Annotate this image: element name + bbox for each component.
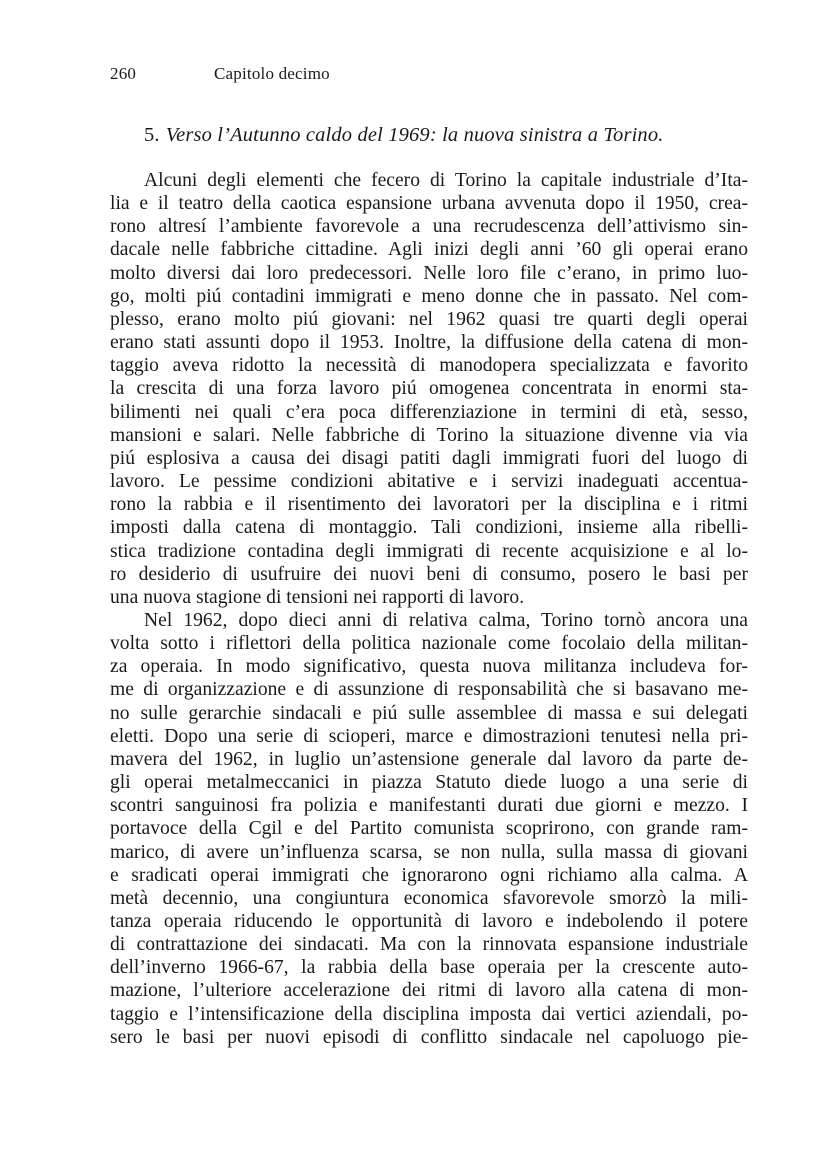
text-line: taggio aveva ridotto la necessità di manodopera specializzata e favorito [110,355,748,377]
section-heading [144,124,764,147]
text-line: bilimenti nei quali c’era poca differenziazione in termini di età, sesso, [110,401,748,423]
text-line: eletti. Dopo una serie di scioperi, marce e dimostrazioni tenutesi nella pri- [110,725,748,747]
text-line: tanza operaia riducendo le opportunità di lavoro e indebolendo il potere [110,911,748,932]
running-head [110,64,750,84]
text-line: dell’inverno 1966-67, la rabbia della base operaia per la crescente auto- [110,957,748,979]
text-line: rono la rabbia e il risentimento dei lavoratori per la disciplina e i ritmi [110,494,748,516]
text-line: mavera del 1962, in luglio un’astensione generale dal lavoro da parte de- [110,748,748,770]
text-line: lavoro. Le pessime condizioni abitative e i servizi inadeguati accentua- [110,471,748,493]
text-line: piú esplosiva a causa dei disagi patiti dagli immigrati fuori del luogo di [110,447,748,469]
text-line: portavoce della Cgil e del Partito comunista scoprirono, con grande ram- [110,818,748,840]
text-line: marico, di avere un’influenza scarsa, se non nulla, sulla massa di giovani [110,841,748,863]
text-line: sero le basi per nuovi episodi di conflitto sindacale nel capoluogo pie- [110,1026,748,1048]
text-line: taggio e l’intensificazione della disciplina imposta dai vertici aziendali, po- [110,1003,748,1025]
text-line: stica tradizione contadina degli immigrati di recente acquisizione e al lo- [110,540,748,562]
chapter-title: Capitolo decimo [214,64,330,83]
section-title: Verso l’Autunno caldo del 1969: la nuova sinistra a Torino. [165,124,664,146]
text-line: erano stati assunti dopo il 1953. Inoltre, la diffusione della catena di mon- [110,332,748,354]
text-line: Nel 1962, dopo dieci anni di relativa calma, Torino tornò ancora una [144,609,748,631]
text-line: me di organizzazione e di assunzione di responsabilità che si basavano me- [110,679,748,701]
text-line: la crescita di una forza lavoro piú omogenea concentrata in enormi sta- [110,378,748,400]
paragraph-1 [110,169,748,609]
text-line: plesso, erano molto piú giovani: nel 1962 quasi tre quarti degli operai [110,308,748,330]
text-line: volta sotto i riflettori della politica nazionale come focolaio della militan- [110,633,748,655]
body-text [110,169,748,1049]
text-line: dacale nelle fabbriche cittadine. Agli inizi degli anni ’60 gli operai erano [110,239,748,261]
text-line: di contrattazione dei sindacati. Ma con la rinnovata espansione industriale [110,934,748,956]
text-line: una nuova stagione di tensioni nei rapporti di lavoro. [110,586,525,608]
text-line: za operaia. In modo significativo, questa nuova militanza includeva for- [110,656,748,678]
page-number: 260 [110,64,137,83]
text-line: molto diversi dai loro predecessori. Nelle loro file c’erano, in primo luo- [110,262,748,284]
text-line: no sulle gerarchie sindacali e piú sulle assemblee di massa e sui delegati [110,702,748,724]
text-line: e sradicati operai immigrati che ignorarono ogni richiamo alla calma. A [110,864,748,886]
text-line: imposti dalla catena di montaggio. Tali condizioni, insieme alla ribelli- [110,517,748,539]
text-line: Alcuni degli elementi che fecero di Torino la capitale industriale d’Ita- [144,170,748,191]
paragraph-2 [110,609,748,1049]
text-line: ro desiderio di usufruire dei nuovi beni di consumo, posero le basi per [110,563,748,585]
text-line: rono altresí l’ambiente favorevole a una recrudescenza dell’attivismo sin- [110,216,748,238]
text-line: metà decennio, una congiuntura economica sfavorevole smorzò la mili- [110,887,748,909]
section-number: 5. [144,124,160,146]
text-line: scontri sanguinosi fra polizia e manifestanti durati due giorni e mezzo. I [110,795,748,817]
text-line: gli operai metalmeccanici in piazza Statuto diede luogo a una serie di [110,772,748,794]
text-line: go, molti piú contadini immigrati e meno donne che in passato. Nel com- [110,285,748,307]
text-line: lia e il teatro della caotica espansione urbana avvenuta dopo il 1950, crea- [110,193,748,215]
text-line: mazione, l’ulteriore accelerazione dei ritmi di lavoro alla catena di mon- [110,980,748,1002]
text-line: mansioni e salari. Nelle fabbriche di Torino la situazione divenne via via [110,424,748,446]
